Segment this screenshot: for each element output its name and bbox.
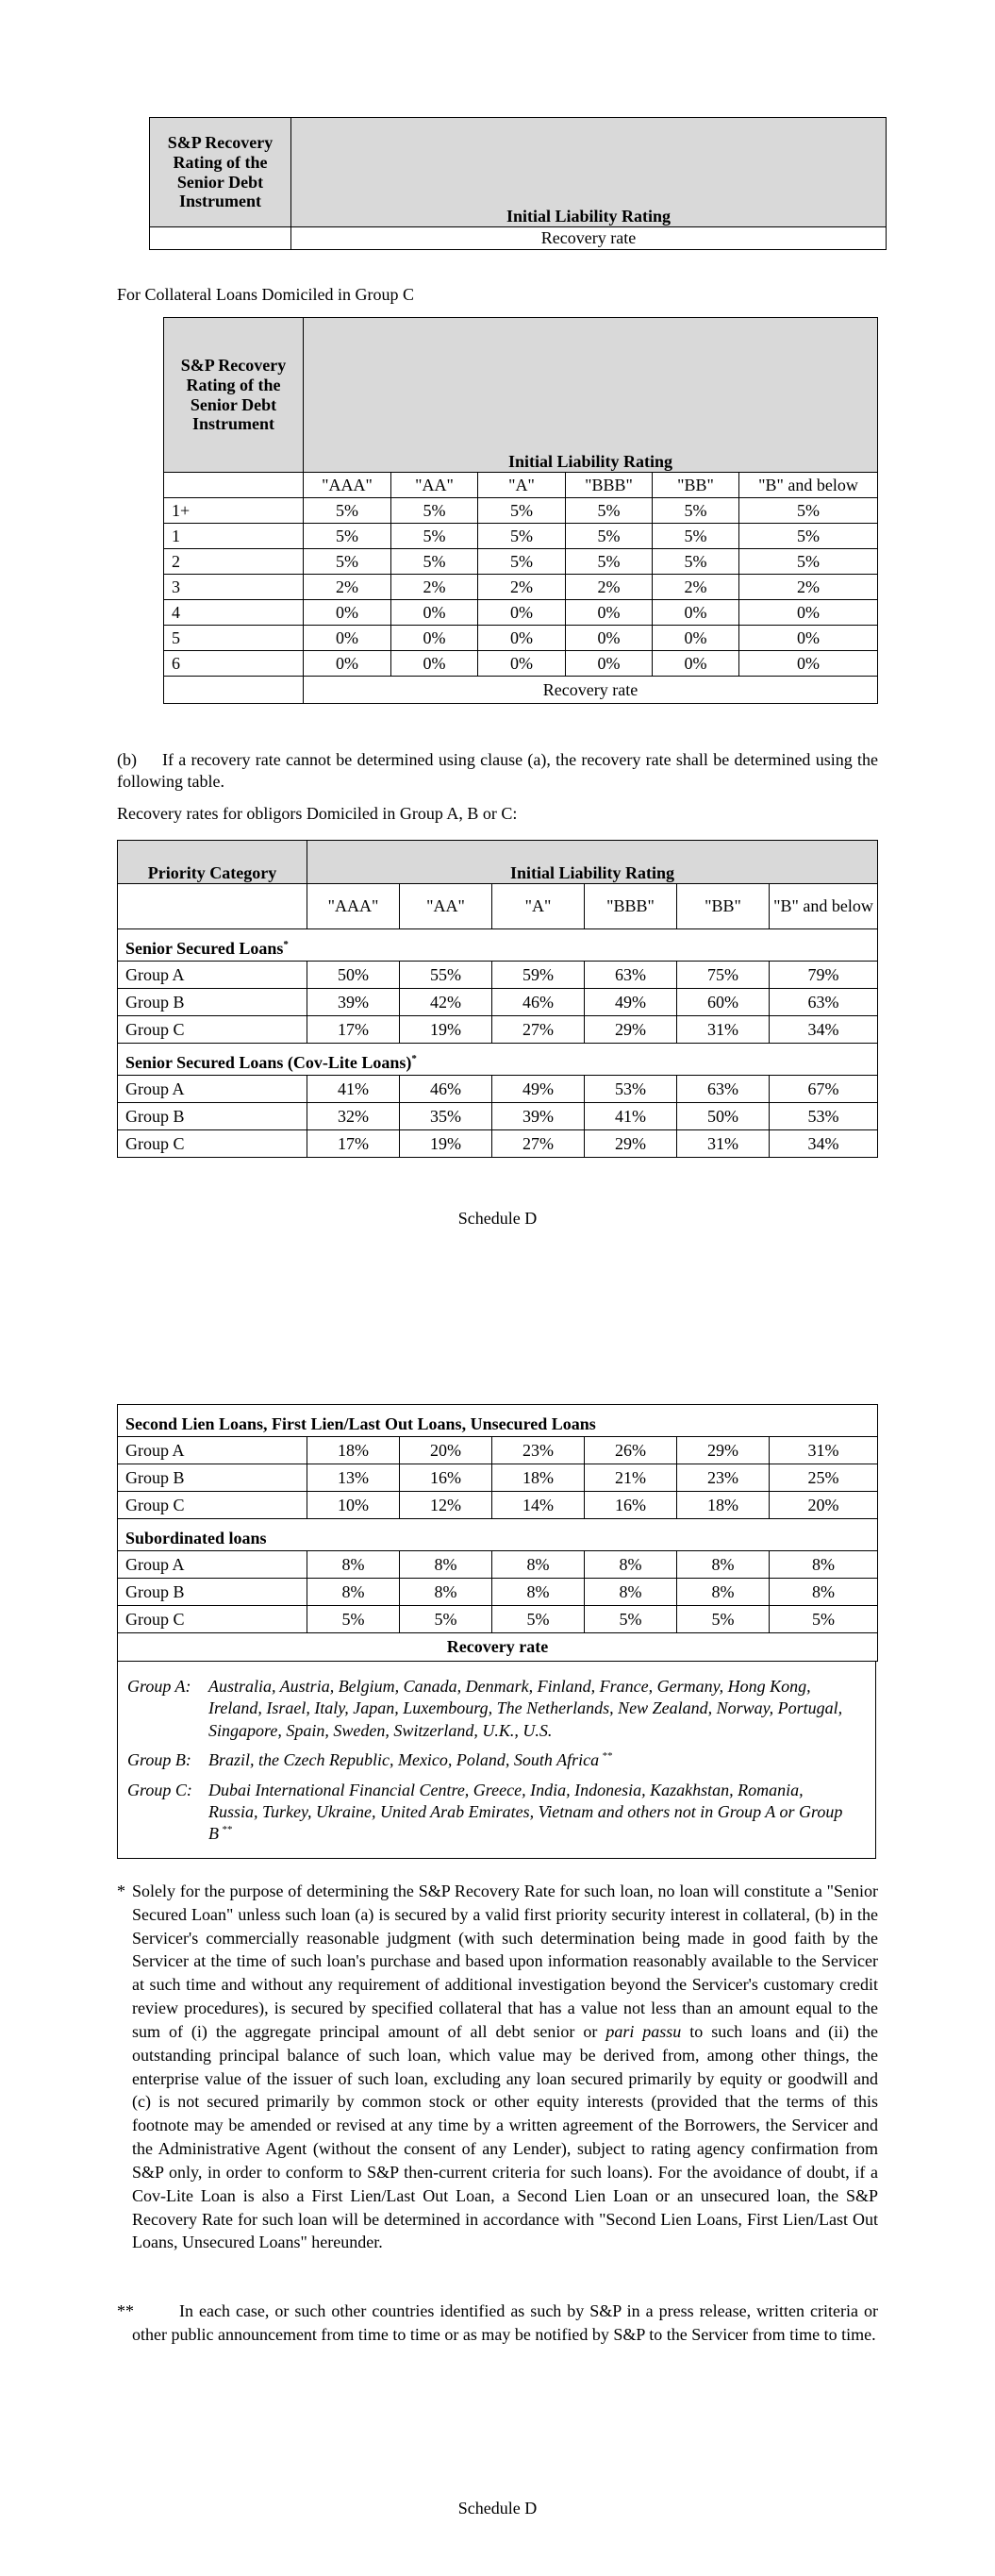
- table-cell: 13%: [307, 1464, 400, 1492]
- footnote-2-marker: **: [117, 2301, 134, 2320]
- table-cell: 0%: [478, 651, 566, 677]
- table-cell: 8%: [585, 1579, 677, 1606]
- table-cell: 59%: [492, 962, 585, 989]
- table-cell: 18%: [677, 1492, 770, 1519]
- row-label: Group C: [118, 1130, 307, 1158]
- table2-col-header: "A": [478, 473, 566, 498]
- table1-corner-header: [150, 118, 291, 227]
- table-cell: 5%: [653, 549, 739, 575]
- footnote-1-part2: to such loans and (ii) the outstanding principal balance of such loan, which value may be derived from, among other things, the enterprise value of the issuer of such loan, excluding any loan secured primarily by equity or goodwill and (c) is not secured primarily by common stock or other equity interests (provided that the terms of this footnote may be amended or revised at any time by a written agreement of the Borrowers, the Servicer and the Administrative Agent (without the consent of any Lender), subject to rating agency confirmation from S&P only, in order to conform to S&P then-current criteria for such loans). For the avoidance of doubt, if a Cov-Lite Loan is also a First Lien/Last Out Loan, a Second Lien Loan or an unsecured loan, the S&P Recovery Rate for such loan will be determined in accordance with "Second Lien Loans, First Lien/Last Out Loans, Unsecured Loans" hereunder.: [132, 2021, 879, 2252]
- table-cell: 63%: [677, 1076, 770, 1103]
- table3-body: [118, 929, 878, 1158]
- table-row: [164, 600, 878, 626]
- table3-column-header-row: [118, 884, 878, 929]
- table-cell: 0%: [739, 651, 878, 677]
- table2-footer-empty: [164, 677, 304, 704]
- table3-col-header: "AAA": [307, 884, 400, 929]
- table-cell: 29%: [585, 1016, 677, 1044]
- table-cell: 8%: [492, 1551, 585, 1579]
- table-cell: 0%: [653, 626, 739, 651]
- table-cell: 16%: [400, 1464, 492, 1492]
- table-cell: 2%: [304, 575, 391, 600]
- table-cell: 5%: [307, 1606, 400, 1633]
- table-cell: 32%: [307, 1103, 400, 1130]
- table1-title-text: Initial Liability Rating: [506, 207, 672, 226]
- table-row: [118, 962, 878, 989]
- table-cell: 16%: [585, 1492, 677, 1519]
- junior-recovery-table: [117, 1404, 878, 1662]
- row-label: Group B: [118, 1464, 307, 1492]
- table-cell: 55%: [400, 962, 492, 989]
- section-header-row: [118, 1044, 878, 1076]
- table-row: [118, 1103, 878, 1130]
- table-cell: 31%: [677, 1130, 770, 1158]
- table2-body: [164, 498, 878, 677]
- table-cell: 5%: [739, 498, 878, 524]
- table-cell: 50%: [677, 1103, 770, 1130]
- section-title-text: Senior Secured Loans: [125, 939, 284, 959]
- table-cell: 34%: [770, 1130, 878, 1158]
- section-title: Subordinated loans: [118, 1519, 878, 1551]
- table-cell: 5%: [566, 524, 653, 549]
- table-cell: 8%: [770, 1579, 878, 1606]
- country-group: [127, 1780, 853, 1846]
- table-cell: 5%: [400, 1606, 492, 1633]
- table-cell: 19%: [400, 1130, 492, 1158]
- table-cell: 50%: [307, 962, 400, 989]
- table3-col-header: "BBB": [585, 884, 677, 929]
- table2-col-header: "B" and below: [739, 473, 878, 498]
- table-cell: 8%: [400, 1551, 492, 1579]
- table2-column-header-row: [164, 473, 878, 498]
- section-header-row: [118, 1519, 878, 1551]
- table3-col-header: "B" and below: [770, 884, 878, 929]
- table-cell: 63%: [585, 962, 677, 989]
- table-cell: 79%: [770, 962, 878, 989]
- table-cell: 53%: [585, 1076, 677, 1103]
- table-cell: 5%: [653, 524, 739, 549]
- table2-title-text: Initial Liability Rating: [507, 452, 673, 472]
- table-cell: 0%: [566, 600, 653, 626]
- country-group-label: Group A:: [127, 1677, 191, 1696]
- section-title: Second Lien Loans, First Lien/Last Out Loans, Unsecured Loans: [118, 1405, 878, 1437]
- table-cell: 0%: [304, 600, 391, 626]
- country-group-text: [208, 1780, 853, 1846]
- table-cell: 60%: [677, 989, 770, 1016]
- table1-title-header: [291, 118, 887, 227]
- table-cell: 31%: [770, 1437, 878, 1464]
- country-group-label: Group B:: [127, 1750, 191, 1770]
- table-cell: 5%: [566, 498, 653, 524]
- country-group: [127, 1749, 853, 1771]
- table-cell: 26%: [585, 1437, 677, 1464]
- table-cell: 42%: [400, 989, 492, 1016]
- table-cell: 67%: [770, 1076, 878, 1103]
- table-cell: 2%: [566, 575, 653, 600]
- table-cell: 5%: [653, 498, 739, 524]
- table3-col-header: "BB": [677, 884, 770, 929]
- table-cell: 31%: [677, 1016, 770, 1044]
- obligors-recovery-table: [117, 840, 878, 1158]
- table-cell: 10%: [307, 1492, 400, 1519]
- table-cell: 0%: [739, 600, 878, 626]
- table-cell: 18%: [307, 1437, 400, 1464]
- row-label: Group B: [118, 989, 307, 1016]
- footnote-1-italic: pari passu: [605, 2021, 682, 2041]
- table-cell: 0%: [566, 626, 653, 651]
- row-label: Group B: [118, 1579, 307, 1606]
- row-label: 6: [164, 651, 304, 677]
- recovery-table-continued: [149, 117, 887, 250]
- row-label: 4: [164, 600, 304, 626]
- table-cell: 41%: [585, 1103, 677, 1130]
- table1-footer-empty: [150, 227, 291, 250]
- table3-corner-text: Priority Category: [147, 863, 277, 883]
- section-title-mark: *: [283, 939, 289, 951]
- table-cell: 8%: [492, 1579, 585, 1606]
- table-cell: 0%: [478, 626, 566, 651]
- table-cell: 0%: [391, 651, 478, 677]
- table-cell: 34%: [770, 1016, 878, 1044]
- table-cell: 2%: [739, 575, 878, 600]
- table-cell: 46%: [400, 1076, 492, 1103]
- country-groups-box: [117, 1661, 876, 1859]
- table-cell: 5%: [585, 1606, 677, 1633]
- table-row: [118, 1076, 878, 1103]
- table-cell: 8%: [307, 1579, 400, 1606]
- table-cell: 5%: [304, 549, 391, 575]
- table-cell: 39%: [492, 1103, 585, 1130]
- table-row: [118, 1437, 878, 1464]
- row-label: 1+: [164, 498, 304, 524]
- row-label: Group C: [118, 1492, 307, 1519]
- table-cell: 0%: [478, 600, 566, 626]
- table-cell: 8%: [307, 1551, 400, 1579]
- table-cell: 53%: [770, 1103, 878, 1130]
- row-label: Group C: [118, 1016, 307, 1044]
- table2-col-header: "AAA": [304, 473, 391, 498]
- table-cell: 5%: [478, 524, 566, 549]
- country-group-mark: **: [602, 1750, 613, 1763]
- table-cell: 21%: [585, 1464, 677, 1492]
- table-cell: 0%: [391, 600, 478, 626]
- table-row: [164, 524, 878, 549]
- row-label: Group B: [118, 1103, 307, 1130]
- country-group-label: Group C:: [127, 1780, 192, 1799]
- row-label: Group A: [118, 962, 307, 989]
- country-group-text: [208, 1749, 853, 1771]
- table-cell: 5%: [478, 498, 566, 524]
- table-cell: 39%: [307, 989, 400, 1016]
- country-groups-list: [127, 1676, 853, 1846]
- table2-title-header: [304, 318, 878, 473]
- table-cell: 19%: [400, 1016, 492, 1044]
- table-row: [118, 1464, 878, 1492]
- table-cell: 17%: [307, 1130, 400, 1158]
- table-cell: 8%: [770, 1551, 878, 1579]
- table-cell: 8%: [585, 1551, 677, 1579]
- country-group: [127, 1676, 853, 1742]
- row-label: 5: [164, 626, 304, 651]
- row-label: Group A: [118, 1076, 307, 1103]
- table-row: [164, 626, 878, 651]
- row-label: 3: [164, 575, 304, 600]
- table-cell: 0%: [391, 626, 478, 651]
- table-row: [118, 989, 878, 1016]
- footnote-senior-secured: [117, 1880, 878, 2254]
- clause-b-paragraph: [117, 749, 878, 794]
- country-group-text: [208, 1676, 853, 1742]
- table-cell: 5%: [739, 549, 878, 575]
- footnote-other-countries: [117, 2300, 878, 2347]
- footnote-1-text: [132, 1880, 878, 2254]
- section-title-mark: *: [411, 1053, 417, 1065]
- table-row: [118, 1016, 878, 1044]
- table-cell: 8%: [677, 1551, 770, 1579]
- table-row: [164, 549, 878, 575]
- table4-footer: Recovery rate: [118, 1633, 878, 1662]
- table-row: [164, 498, 878, 524]
- section-title: [118, 929, 878, 962]
- country-group-countries: Australia, Austria, Belgium, Canada, Denmark, Finland, France, Germany, Hong Kong, Ireland, Israel, Italy, Japan, Luxembourg, The Netherlands, New Zealand, Norway, Portugal, Singapore, Spain, Sweden, Switzerland, U.K., U.S.: [208, 1677, 843, 1740]
- table-cell: 5%: [304, 498, 391, 524]
- section-title: [118, 1044, 878, 1076]
- table-cell: 5%: [492, 1606, 585, 1633]
- table-cell: 5%: [478, 549, 566, 575]
- table2-col-header: "BBB": [566, 473, 653, 498]
- table-row: [118, 1551, 878, 1579]
- page-footer-1: Schedule D: [457, 1209, 538, 1228]
- table-row: [164, 575, 878, 600]
- country-group-countries: Dubai International Financial Centre, Greece, India, Indonesia, Kazakhstan, Romania, Russia, Turkey, Ukraine, United Arab Emirates, Vietnam and others not in Group A or Group B: [208, 1780, 843, 1844]
- table-cell: 5%: [391, 524, 478, 549]
- row-label: 1: [164, 524, 304, 549]
- table2-corner-text: S&P Recovery Rating of the Senior Debt Instrument: [180, 356, 287, 434]
- section-header-row: [118, 1405, 878, 1437]
- table4-body: [118, 1405, 878, 1633]
- table1-footer: Recovery rate: [291, 227, 887, 250]
- table-cell: 25%: [770, 1464, 878, 1492]
- section-header-row: [118, 929, 878, 962]
- table-cell: 0%: [304, 626, 391, 651]
- table-cell: 5%: [739, 524, 878, 549]
- table-cell: 8%: [677, 1579, 770, 1606]
- country-group-countries: Brazil, the Czech Republic, Mexico, Poland, South Africa: [208, 1750, 600, 1770]
- table-cell: 27%: [492, 1130, 585, 1158]
- table-cell: 75%: [677, 962, 770, 989]
- group-c-recovery-table: [163, 317, 878, 704]
- table-cell: 5%: [770, 1606, 878, 1633]
- table-cell: 5%: [566, 549, 653, 575]
- table-cell: 20%: [770, 1492, 878, 1519]
- table-cell: 35%: [400, 1103, 492, 1130]
- table-cell: 49%: [492, 1076, 585, 1103]
- table-row: [118, 1606, 878, 1633]
- table2-col-header: "BB": [653, 473, 739, 498]
- table3-title-text: Initial Liability Rating: [509, 863, 675, 883]
- table-cell: 23%: [492, 1437, 585, 1464]
- table-cell: 0%: [304, 651, 391, 677]
- table3-col-header: "A": [492, 884, 585, 929]
- row-label: Group A: [118, 1437, 307, 1464]
- table-cell: 0%: [653, 651, 739, 677]
- table-cell: 2%: [478, 575, 566, 600]
- table3-col-empty: [118, 884, 307, 929]
- row-label: 2: [164, 549, 304, 575]
- table2-col-header: "AA": [391, 473, 478, 498]
- clause-b-marker: (b): [117, 750, 137, 769]
- clause-b-text: If a recovery rate cannot be determined using clause (a), the recovery rate shall be determined using the following table.: [117, 750, 878, 792]
- table-cell: 29%: [677, 1437, 770, 1464]
- table-cell: 23%: [677, 1464, 770, 1492]
- table-cell: 41%: [307, 1076, 400, 1103]
- footnote-1-part1: Solely for the purpose of determining the S&P Recovery Rate for such loan, no loan will constitute a "Senior Secured Loan" unless such loan (a) is secured by a valid first priority security interest in collateral, (b) in the Servicer's commercially reasonable judgment (with such determination being made in good faith by the Servicer at the time of such loan's purchase and based upon information reasonably available to the Servicer at such time and without any requirement of additional investigation beyond the Servicer's customary credit review procedures), is secured by specified collateral that has a value not less than an amount equal to the sum of (i) the aggregate principal amount of all debt senior or: [132, 1882, 878, 2041]
- table2-corner-header: [164, 318, 304, 473]
- table-cell: 18%: [492, 1464, 585, 1492]
- table-cell: 14%: [492, 1492, 585, 1519]
- page-footer-2: Schedule D: [457, 2499, 538, 2517]
- table-cell: 2%: [653, 575, 739, 600]
- section-title-text: Senior Secured Loans (Cov-Lite Loans): [125, 1053, 412, 1073]
- table-row: [118, 1579, 878, 1606]
- table-cell: 8%: [400, 1579, 492, 1606]
- table2-col-empty: [164, 473, 304, 498]
- footnote-2-text: In each case, or such other countries identified as such by S&P in a press release, written criteria or other public announcement from time to time or as may be notified by S&P to the Servicer from time to time.: [132, 2301, 878, 2344]
- table3-col-header: "AA": [400, 884, 492, 929]
- table3-corner-header: [118, 841, 307, 884]
- table-row: [164, 651, 878, 677]
- table-cell: 5%: [677, 1606, 770, 1633]
- table-cell: 0%: [739, 626, 878, 651]
- table-cell: 49%: [585, 989, 677, 1016]
- table1-corner-text: S&P Recovery Rating of the Senior Debt Instrument: [167, 133, 274, 211]
- country-group-mark: **: [222, 1824, 232, 1836]
- table-cell: 2%: [391, 575, 478, 600]
- table-cell: 5%: [391, 549, 478, 575]
- table-cell: 12%: [400, 1492, 492, 1519]
- table-row: [118, 1130, 878, 1158]
- table-cell: 0%: [653, 600, 739, 626]
- table-row: [118, 1492, 878, 1519]
- row-label: Group A: [118, 1551, 307, 1579]
- table-cell: 29%: [585, 1130, 677, 1158]
- table-cell: 5%: [304, 524, 391, 549]
- table-cell: 63%: [770, 989, 878, 1016]
- table-cell: 46%: [492, 989, 585, 1016]
- table-cell: 5%: [391, 498, 478, 524]
- table3-title-header: [307, 841, 878, 884]
- table-cell: 27%: [492, 1016, 585, 1044]
- group-c-heading: For Collateral Loans Domiciled in Group C: [117, 285, 414, 304]
- table-cell: 0%: [566, 651, 653, 677]
- table-cell: 17%: [307, 1016, 400, 1044]
- footnote-1-marker: *: [117, 1882, 125, 1900]
- obligors-heading: Recovery rates for obligors Domiciled in Group A, B or C:: [117, 804, 518, 823]
- table-cell: 20%: [400, 1437, 492, 1464]
- row-label: Group C: [118, 1606, 307, 1633]
- table2-footer: Recovery rate: [304, 677, 878, 704]
